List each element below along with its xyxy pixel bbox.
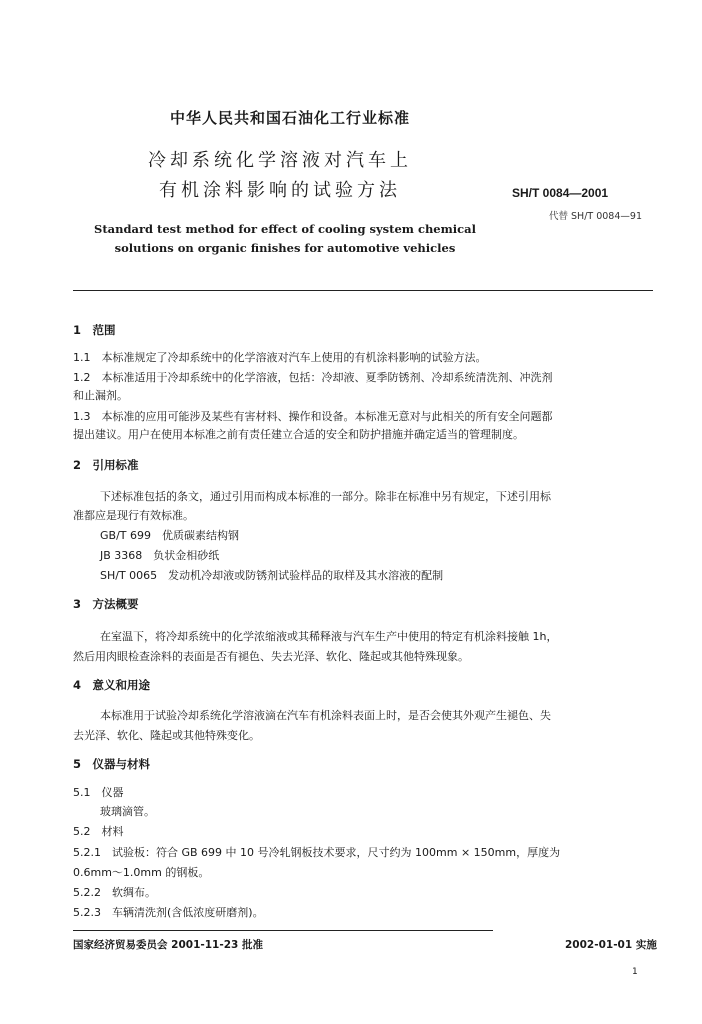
clause-5-2-1-line1: 5.2.1 试验板：符合 GB 699 中 10 号冷轧钢板技术要求，尺寸约为 100mm × 150mm，厚度为 (73, 846, 561, 859)
reference-gb-t-699: GB/T 699 优质碳素结构钢 (100, 529, 239, 542)
section-2-title: 2 引用标准 (73, 458, 139, 472)
reference-sh-t-0065: SH/T 0065 发动机冷却液或防锈剂试验样品的取样及其水溶液的配制 (100, 569, 444, 582)
issuing-standard-category: 中华人民共和国石油化工行业标准 (169, 109, 410, 127)
replaces-standard: 代替 SH/T 0084—91 (549, 211, 642, 222)
section-4-title: 4 意义和用途 (73, 678, 151, 692)
title-english-line1: Standard test method for effect of cooling system chemical (94, 222, 476, 236)
section-3-para-line1: 在室温下，将冷却系统中的化学浓缩液或其稀释液与汽车生产中使用的特定有机涂料接触 1h， (100, 630, 558, 643)
effective-date: 2002-01-01 实施 (565, 939, 657, 951)
title-english-line2: solutions on organic finishes for automotive vehicles (114, 241, 456, 255)
section-2-para-line1: 下述标准包括的条文，通过引用而构成本标准的一部分。除非在标准中另有规定，下述引用标 (100, 490, 551, 503)
section-1-title: 1 范围 (73, 323, 116, 337)
title-chinese-line2: 有机涂料影响的试验方法 (159, 180, 401, 201)
clause-5-1-item: 玻璃滴管。 (100, 805, 155, 818)
footer-divider (73, 930, 493, 931)
reference-jb-3368: JB 3368 负状金相砂纸 (100, 549, 220, 562)
clause-1-3-line1: 1.3 本标准的应用可能涉及某些有害材料、操作和设备。本标准无意对与此相关的所有安全问题都 (73, 410, 553, 423)
approval-authority-date: 国家经济贸易委员会 2001-11-23 批准 (73, 939, 263, 951)
page-number: 1 (632, 967, 638, 977)
clause-1-1: 1.1 本标准规定了冷却系统中的化学溶液对汽车上使用的有机涂料影响的试验方法。 (73, 351, 487, 364)
clause-1-2-line1: 1.2 本标准适用于冷却系统中的化学溶液，包括：冷却液、夏季防锈剂、冷却系统清洗剂、冲洗剂 (73, 371, 553, 384)
header-divider (73, 290, 653, 291)
section-5-title: 5 仪器与材料 (73, 757, 151, 771)
clause-1-3-line2: 提出建议。用户在使用本标准之前有责任建立合适的安全和防护措施并确定适当的管理制度。 (73, 428, 524, 441)
clause-5-2: 5.2 材料 (73, 825, 124, 838)
section-3-para-line2: 然后用肉眼检查涂料的表面是否有褪色、失去光泽、软化、隆起或其他特殊现象。 (73, 650, 469, 663)
standard-number: SH/T 0084—2001 (512, 186, 609, 200)
section-4-para-line2: 去光泽、软化、隆起或其他特殊变化。 (73, 729, 260, 742)
title-chinese-line1: 冷却系统化学溶液对汽车上 (148, 150, 412, 171)
clause-5-2-2: 5.2.2 软绸布。 (73, 886, 156, 899)
section-3-title: 3 方法概要 (73, 597, 139, 611)
section-2-para-line2: 准都应是现行有效标准。 (73, 509, 194, 522)
clause-5-1: 5.1 仪器 (73, 786, 124, 799)
clause-5-2-3: 5.2.3 车辆清洗剂(含低浓度研磨剂)。 (73, 906, 264, 919)
clause-1-2-line2: 和止漏剂。 (73, 389, 128, 402)
section-4-para-line1: 本标准用于试验冷却系统化学溶液滴在汽车有机涂料表面上时，是否会使其外观产生褪色、失 (100, 709, 551, 722)
clause-5-2-1-line2: 0.6mm～1.0mm 的钢板。 (73, 866, 210, 879)
